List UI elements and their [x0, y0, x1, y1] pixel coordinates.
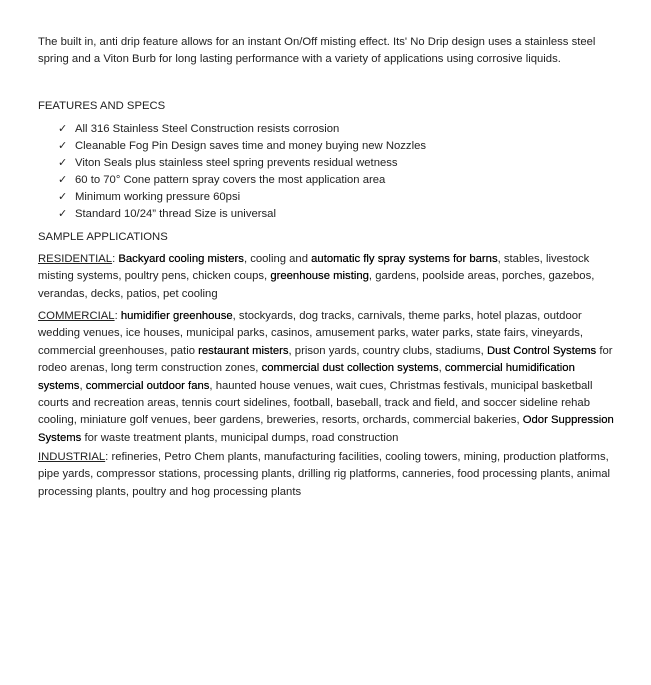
feature-text: 60 to 70° Cone pattern spray covers the most application area [75, 174, 386, 186]
feature-item [38, 172, 426, 189]
residential-paragraph: RESIDENTIAL: Backyard cooling misters, cooling and automatic fly spray systems for barns, stables, livestock misting systems, poultry pens, chicken coups, greenhouse misting, gardens, poolside areas, porches, gazebos, verandas, decks, patios, pet cooling [38, 253, 595, 300]
industrial-paragraph: INDUSTRIAL: refineries, Petro Chem plants, manufacturing facilities, cooling towers, mining, production platforms, pipe yards, compressor stations, processing plants, drilling rig platforms, canneries, food processing plants, animal processing plants, poultry and hog processing plants [38, 451, 611, 498]
features-heading: FEATURES AND SPECS [38, 100, 166, 112]
check-icon: ✓ [58, 157, 68, 169]
intro-paragraph: The built in, anti drip feature allows for an instant On/Off misting effect. Its' No Drip design uses a stainless steel spring and a Viton Burb for long lasting performance with a variety of applications using corrosive liquids. [38, 36, 596, 65]
industrial-label: INDUSTRIAL [38, 451, 106, 463]
feature-text: All 316 Stainless Steel Construction resists corrosion [75, 123, 340, 135]
check-icon: ✓ [58, 191, 68, 203]
residential-label: RESIDENTIAL [38, 253, 113, 265]
feature-item [38, 206, 426, 223]
feature-text: Cleanable Fog Pin Design saves time and money buying new Nozzles [75, 140, 427, 152]
applications-heading: SAMPLE APPLICATIONS [38, 231, 168, 243]
feature-item [38, 189, 426, 206]
feature-item [38, 155, 426, 172]
check-icon: ✓ [58, 123, 68, 135]
check-icon: ✓ [58, 140, 68, 152]
check-icon: ✓ [58, 208, 68, 220]
feature-text: Standard 10/24” thread Size is universal [75, 208, 276, 220]
commercial-paragraph: COMMERCIAL: humidifier greenhouse, stockyards, dog tracks, carnivals, theme parks, hotel plazas, outdoor wedding venues, ice houses, municipal parks, casinos, amusement parks, water parks, state fairs, vineyards, commercial greenhouses, patio restaurant misters, prison yards, country clubs, stadiums, Dust Control Systems for rodeo arenas, long term construction zones, commercial dust collection systems, commercial humidification systems, commercial outdoor fans, haunted house venues, wait cues, Christmas festivals, municipal basketball courts and recreation areas, tennis court sidelines, football, baseball, track and field, and soccer sideline rehab cooling, miniature golf venues, beer gardens, breweries, resorts, orchards, commercial bakeries, Odor Suppression Systems for waste treatment plants, municipal dumps, road construction [38, 310, 614, 444]
feature-text: Minimum working pressure 60psi [75, 191, 241, 203]
feature-item [38, 121, 426, 138]
features-list [38, 121, 426, 223]
feature-text: Viton Seals plus stainless steel spring prevents residual wetness [75, 157, 398, 169]
check-icon: ✓ [58, 174, 68, 186]
commercial-label: COMMERCIAL [38, 310, 115, 322]
feature-item [38, 138, 426, 155]
